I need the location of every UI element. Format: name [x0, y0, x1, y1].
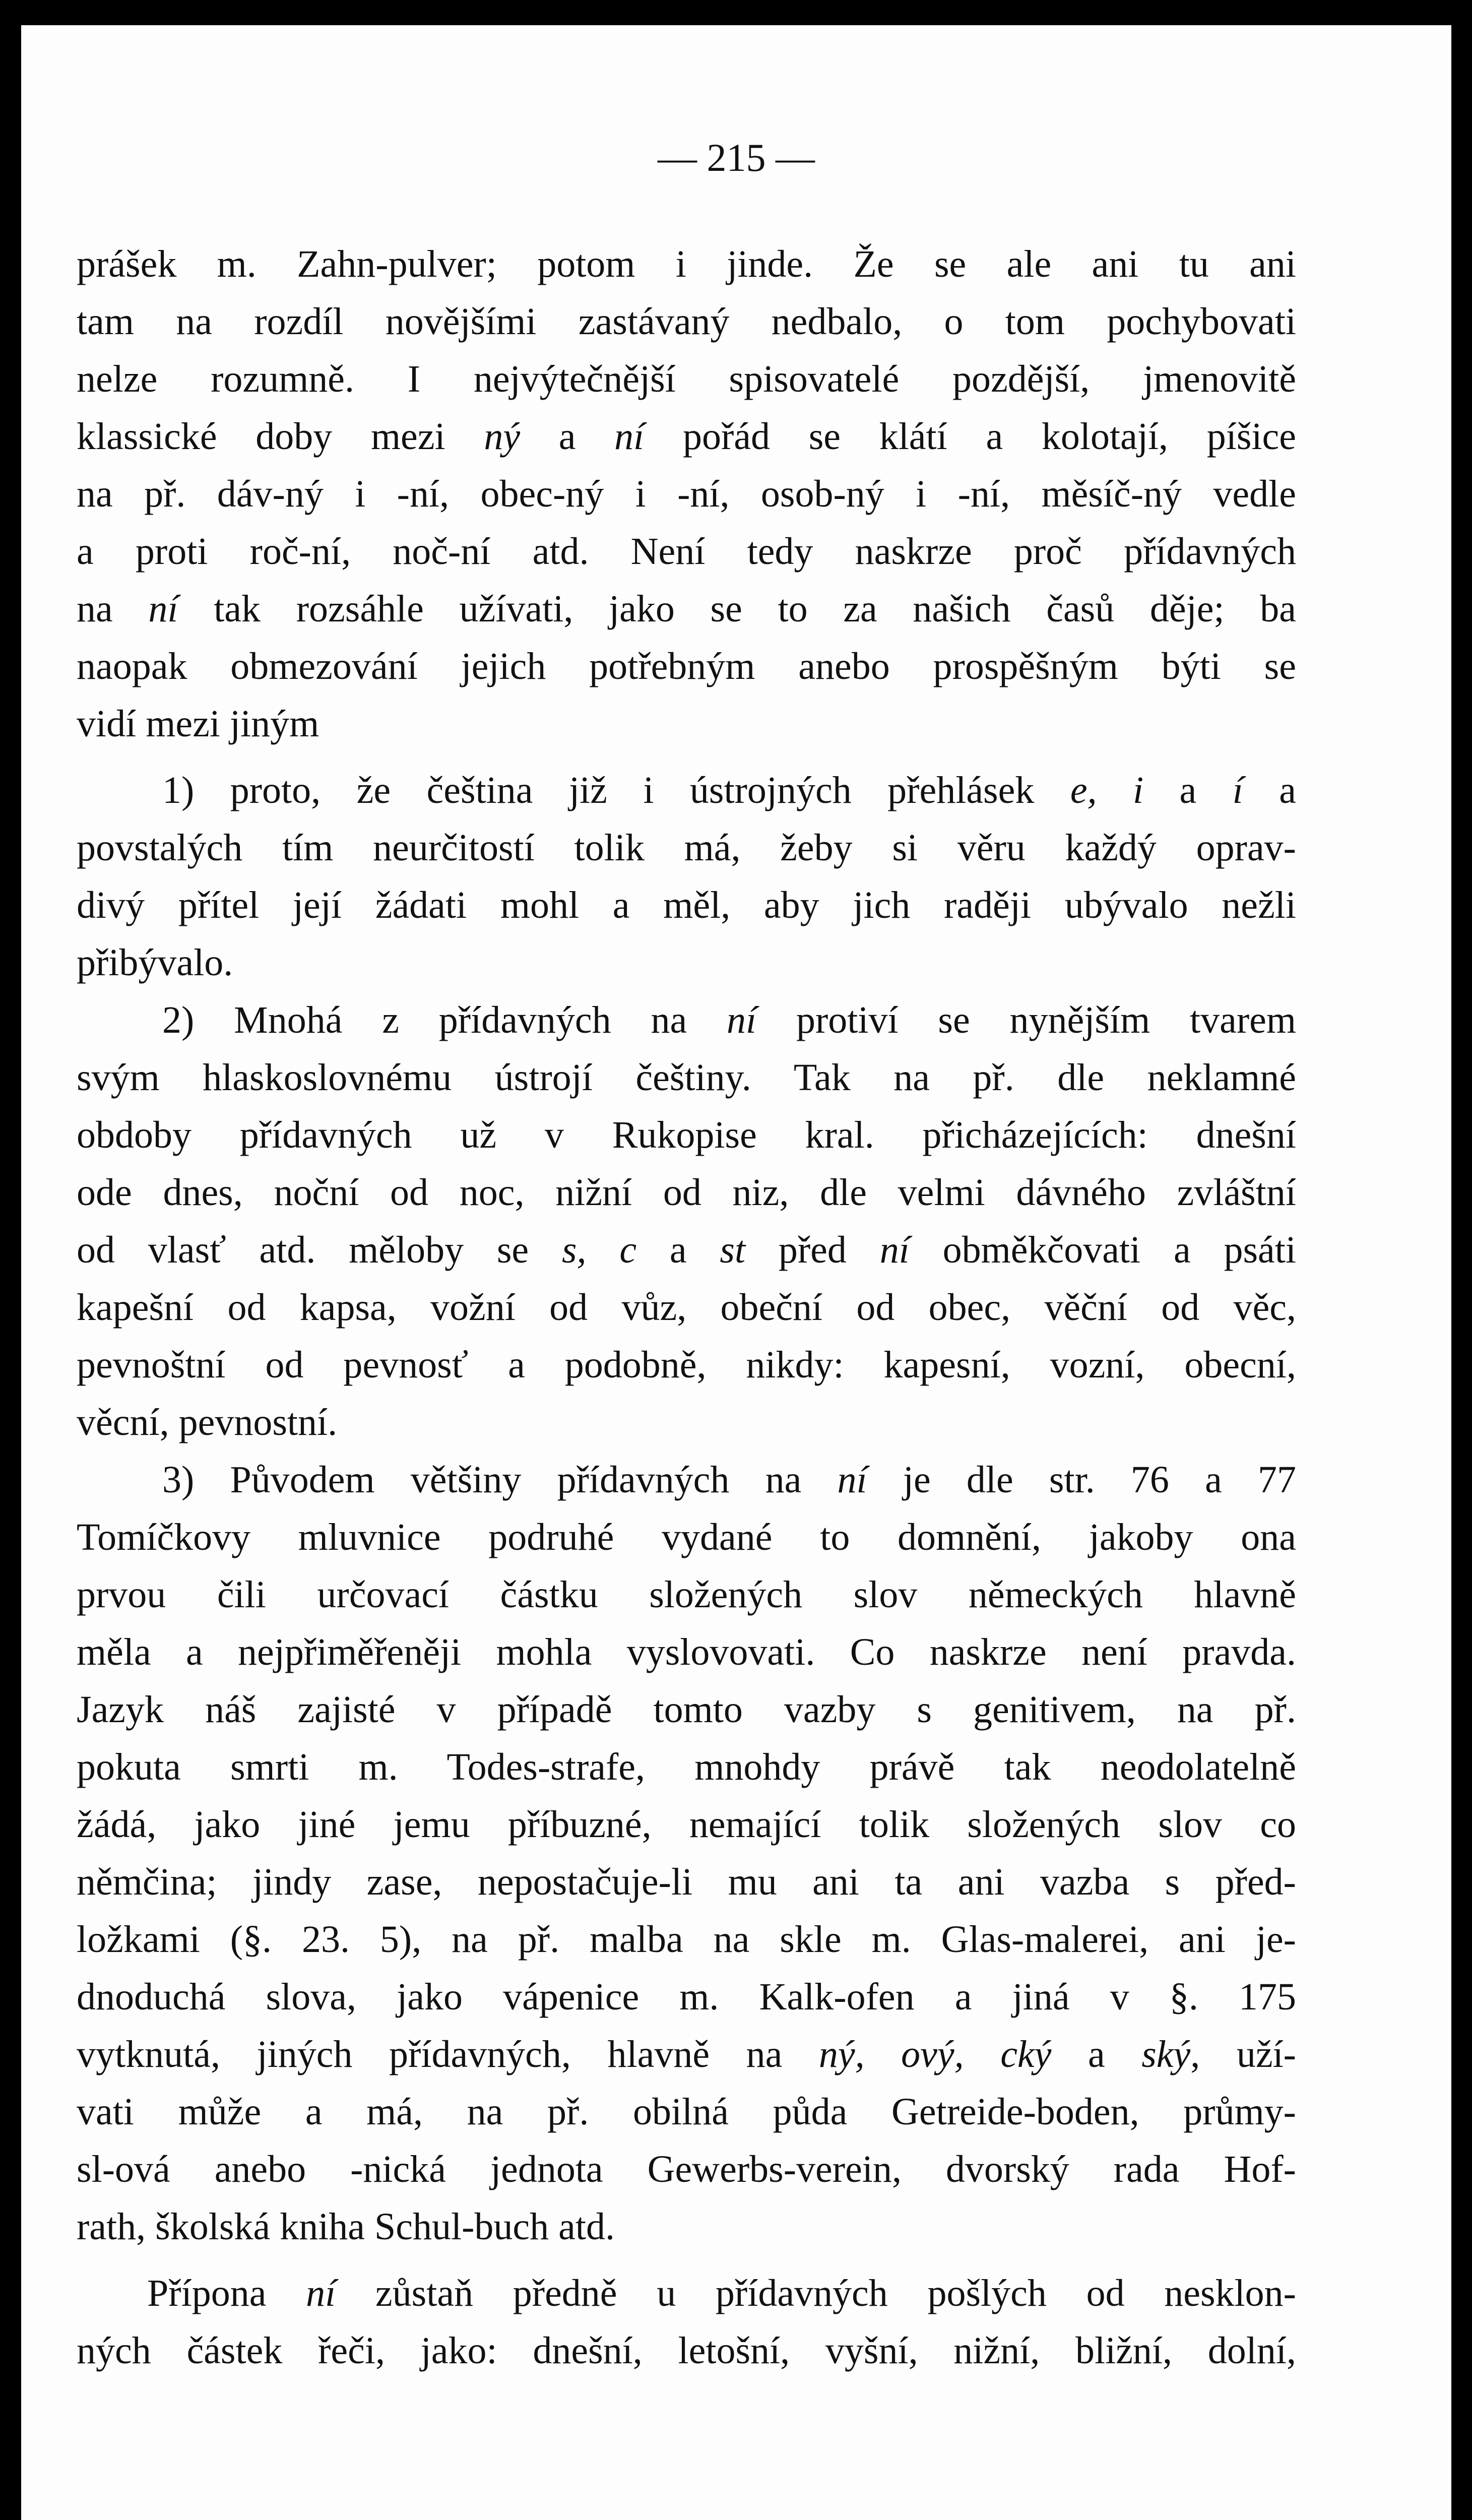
text-line [77, 2026, 1296, 2083]
text-line: kapešní od kapsa, vožní od vůz, obeční od obec, věční od věc, [77, 1286, 1296, 1329]
text-line [77, 762, 1296, 819]
text-run: pořád se klátí a kolotají, píšice [644, 415, 1296, 458]
paragraph-point-1 [77, 762, 1296, 991]
text-line: rath, školská kniha Schul-buch atd. [77, 2206, 615, 2248]
text-run: a [636, 1229, 720, 1271]
text-line: žádá, jako jiné jemu příbuzné, nemající tolik složených slov co [77, 1803, 1296, 1846]
paragraph-point-2 [77, 991, 1296, 1451]
text-run: klassické doby mezi [77, 415, 484, 458]
text-run: před [745, 1229, 880, 1271]
text-line: ložkami (§. 23. 5), na př. malba na skle m. Glas-malerei, ani je- [77, 1918, 1296, 1961]
text-run: 1) proto, že čeština již i ústrojných přehlásek [162, 769, 1070, 811]
italic-run: ní [727, 999, 757, 1041]
text-run: na [77, 588, 149, 630]
text-run: obměkčovati a psáti [909, 1229, 1296, 1271]
text-run: vytknutá, jiných přídavných, hlavně na [77, 2033, 819, 2075]
text-line: vidí mezi jiným [77, 703, 319, 745]
text-line: svým hlaskoslovnému ústrojí češtiny. Tak na př. dle neklamné [77, 1056, 1296, 1099]
text-line: ných částek řeči, jako: dnešní, letošní, vyšní, nižní, bližní, dolní, [77, 2329, 1296, 2372]
text-line: tam na rozdíl novějšími zastávaný nedbalo, o tom pochybovati [77, 300, 1296, 343]
text-line: sl-ová anebo -nická jednota Gewerbs-verein, dvorský rada Hof- [77, 2148, 1296, 2190]
text-line: dnoduchá slova, jako vápenice m. Kalk-ofen a jiná v §. 175 [77, 1976, 1296, 2018]
text-run: zůstaň předně u přídavných pošlých od nesklon- [336, 2272, 1296, 2314]
text-run: protiví se nynějším tvarem [756, 999, 1296, 1041]
text-run: 3) Původem většiny přídavných na [162, 1459, 838, 1501]
paragraph-suffix [77, 2264, 1296, 2379]
italic-run: ní [879, 1229, 910, 1271]
text-line: povstalých tím neurčitostí tolik má, žeby si věru každý oprav- [77, 827, 1296, 869]
text-line: naopak obmezování jejich potřebným anebo prospěšným býti se [77, 645, 1296, 687]
text-run: tak rozsáhle užívati, jako se to za našich časů děje; ba [178, 588, 1296, 630]
body-text [77, 235, 1296, 2379]
text-line: pevnoštní od pevnosť a podobně, nikdy: kapesní, vozní, obecní, [77, 1344, 1296, 1386]
text-line: obdoby přídavných už v Rukopise kral. přicházejících: dnešní [77, 1114, 1296, 1156]
text-line: nelze rozumně. I nejvýtečnější spisovatelé pozdější, jmenovitě [77, 358, 1296, 400]
italic-run: í [1232, 769, 1243, 811]
text-line: prvou čili určovací částku složených slov německých hlavně [77, 1573, 1296, 1616]
text-run: a [1143, 769, 1233, 811]
italic-run: st [720, 1229, 746, 1271]
italic-run: ný [484, 415, 521, 458]
text-line: divý přítel její žádati mohl a měl, aby jich raději ubývalo nežli [77, 884, 1296, 926]
text-line: Tomíčkovy mluvnice podruhé vydané to domnění, jakoby ona [77, 1516, 1296, 1558]
text-run: 2) Mnohá z přídavných na [162, 999, 727, 1041]
text-line: pokuta smrti m. Todes-strafe, mnohdy právě tak neodolatelně [77, 1746, 1296, 1788]
italic-run: ní [306, 2272, 336, 2314]
text-run: od vlasť atd. měloby se [77, 1229, 562, 1271]
text-line: přibývalo. [77, 941, 233, 984]
text-line: Jazyk náš zajisté v případě tomto vazby s genitivem, na př. [77, 1688, 1296, 1731]
text-run: , uží- [1190, 2033, 1296, 2075]
text-line: na př. dáv-ný i -ní, obec-ný i -ní, osob-ný i -ní, měsíč-ný vedle [77, 473, 1296, 515]
text-run: a [1243, 769, 1296, 811]
italic-run: ní [148, 588, 178, 630]
italic-run: ní [614, 415, 645, 458]
text-line: věcní, pevnostní. [77, 1401, 338, 1443]
text-line [77, 580, 1296, 638]
text-line: vati může a má, na př. obilná půda Getreide-boden, průmy- [77, 2091, 1296, 2133]
italic-run: ský [1141, 2033, 1191, 2075]
book-page [21, 25, 1451, 2520]
text-line [77, 991, 1296, 1049]
text-line [77, 408, 1296, 465]
text-line [77, 1451, 1296, 1508]
text-line: měla a nejpřiměřeněji mohla vyslovovati. Co naskrze není pravda. [77, 1631, 1296, 1673]
text-line [77, 2264, 1296, 2322]
text-run: je dle str. 76 a 77 [867, 1459, 1296, 1501]
paragraph-point-3 [77, 1451, 1296, 2255]
italic-run: e, i [1070, 769, 1144, 811]
text-line: ode dnes, noční od noc, nižní od niz, dle velmi dávného zvláštní [77, 1171, 1296, 1214]
page-number: — 215 — [658, 136, 815, 179]
text-run: a [1051, 2033, 1142, 2075]
paragraph-intro [77, 235, 1296, 752]
text-run: Přípona [147, 2272, 306, 2314]
italic-run: ní [837, 1459, 867, 1501]
text-line: prášek m. Zahn-pulver; potom i jinde. Že se ale ani tu ani [77, 243, 1296, 285]
italic-run: s, c [561, 1229, 637, 1271]
text-line: němčina; jindy zase, nepostačuje-li mu ani ta ani vazba s před- [77, 1861, 1296, 1903]
italic-run: ný, ový, cký [818, 2033, 1052, 2075]
text-line: a proti roč-ní, noč-ní atd. Není tedy naskrze proč přídavných [77, 530, 1296, 573]
text-run: a [520, 415, 615, 458]
text-line [77, 1221, 1296, 1279]
